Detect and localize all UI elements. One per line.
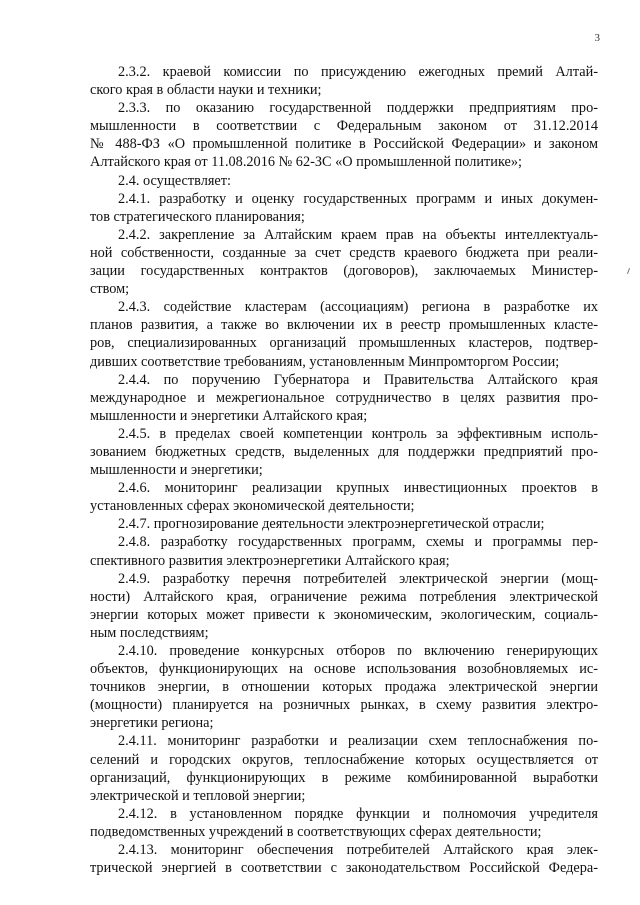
paragraph-p-2-4-12: [90, 805, 598, 841]
paragraph-p-2-4-6: [90, 479, 598, 515]
text-line: 2.4.8. разработку государственных программ, схемы и программы пер-: [118, 534, 598, 551]
paragraph-p-2-4-2: [90, 226, 598, 298]
text-line: 2.4.1. разработку и оценку государственных программ и иных докумен-: [118, 190, 598, 207]
text-line: ров, специализированных организаций промышленных кластеров, подтвер-: [90, 335, 598, 352]
text-line: дивших соответствие требованиям, установленным Минпромторгом России;: [90, 353, 560, 370]
paragraph-p-2-4: [90, 172, 598, 190]
text-line: 2.4.4. по поручению Губернатора и Правительства Алтайского края: [118, 371, 598, 388]
text-line: подведомственных учреждений в соответствующих сферах деятельности;: [90, 823, 542, 840]
text-line: 2.4.12. в установленном порядке функции и полномочия учредителя: [118, 805, 598, 822]
text-line: 2.3.3. по оказанию государственной поддержки предприятиям про-: [118, 100, 598, 117]
paragraph-p-2-4-3: [90, 298, 598, 370]
text-line: 2.4.11. мониторинг разработки и реализации схем теплоснабжения по-: [118, 733, 598, 750]
text-line: 2.4.13. мониторинг обеспечения потребителей Алтайского края элек-: [118, 842, 598, 859]
document-body: [90, 63, 598, 877]
text-line: ным последствиям;: [90, 624, 209, 641]
text-line: установленных сферах экономической деятельности;: [90, 498, 415, 515]
text-line: Алтайского края от 11.08.2016 № 62-ЗС «О промышленной политике»;: [90, 154, 523, 171]
text-line: 2.4.5. в пределах своей компетенции контроль за эффективным исполь-: [118, 425, 598, 442]
text-line: 2.4.6. мониторинг реализации крупных инвестиционных проектов в: [118, 480, 598, 497]
paragraph-p-2-4-5: [90, 425, 598, 479]
text-line: спективного развития электроэнергетики Алтайского края;: [90, 552, 450, 569]
paragraph-p-2-4-9: [90, 570, 598, 642]
text-line: организаций, функционирующих в режиме комбинированной выработки: [90, 769, 598, 786]
text-line: 2.3.2. краевой комиссии по присуждению ежегодных премий Алтай-: [118, 64, 598, 80]
text-line: трической энергией в соответствии с законодательством Российской Федера-: [90, 860, 598, 877]
text-line: зации государственных контрактов (договоров), заключаемых Министер-: [90, 263, 598, 280]
text-line: 2.4.3. содействие кластерам (ассоциациям) региона в разработке их: [118, 299, 598, 316]
text-line: ством;: [90, 281, 130, 298]
paragraph-p-2-4-1: [90, 190, 598, 226]
text-line: ского края в области науки и техники;: [90, 82, 322, 99]
margin-pen-mark: [627, 268, 630, 274]
text-line: 2.4.10. проведение конкурсных отборов по включению генерирующих: [118, 643, 598, 659]
paragraph-p-2-4-4: [90, 371, 598, 425]
text-line: точников энергии, в отношении которых продажа электрической энергии: [90, 679, 598, 696]
text-line: мышленности и энергетики;: [90, 462, 263, 479]
paragraph-p-2-3-3: [90, 99, 598, 171]
text-line: 2.4. осуществляет:: [118, 172, 231, 189]
page-number: 3: [594, 32, 600, 44]
text-line: энергии которых может привести к экономическим, экологическим, социаль-: [90, 606, 598, 623]
paragraph-p-2-4-11: [90, 732, 598, 804]
text-line: (мощности) планируется на розничных рынках, в схему развития электро-: [90, 697, 598, 714]
text-line: объектов, функционирующих на основе использования возобновляемых ис-: [90, 661, 598, 678]
paragraph-p-2-3-2: [90, 63, 598, 99]
text-line: № 488-ФЗ «О промышленной политике в Российской Федерации» и законом: [90, 136, 598, 153]
text-line: энергетики региона;: [90, 715, 214, 732]
text-line: селений и городских округов, теплоснабжение которых осуществляется от: [90, 751, 598, 768]
text-line: мышленности и энергетики Алтайского края;: [90, 407, 368, 424]
paragraph-p-2-4-7: [90, 515, 598, 533]
text-line: тов стратегического планирования;: [90, 208, 305, 225]
text-line: 2.4.9. разработку перечня потребителей электрической энергии (мощ-: [118, 570, 598, 587]
text-line: мышленности в соответствии с Федеральным законом от 31.12.2014: [90, 118, 598, 135]
text-line: планов развития, а также во включении их в реестр промышленных класте-: [90, 317, 598, 334]
paragraph-p-2-4-8: [90, 533, 598, 569]
paragraph-p-2-4-13: [90, 841, 598, 877]
text-line: ной собственности, созданные за счет средств краевого бюджета при реали-: [90, 244, 598, 261]
text-line: 2.4.2. закрепление за Алтайским краем прав на объекты интеллектуаль-: [118, 226, 598, 243]
text-line: зованием бюджетных средств, выделенных для поддержки предприятий про-: [90, 443, 598, 460]
text-line: ности) Алтайского края, ограничение режима потребления электрической: [90, 588, 598, 605]
text-line: международное и межрегиональное сотрудничество в целях развития про-: [90, 389, 598, 406]
text-line: электрической и тепловой энергии;: [90, 787, 306, 804]
text-line: 2.4.7. прогнозирование деятельности электроэнергетической отрасли;: [118, 516, 545, 533]
paragraph-p-2-4-10: [90, 642, 598, 732]
